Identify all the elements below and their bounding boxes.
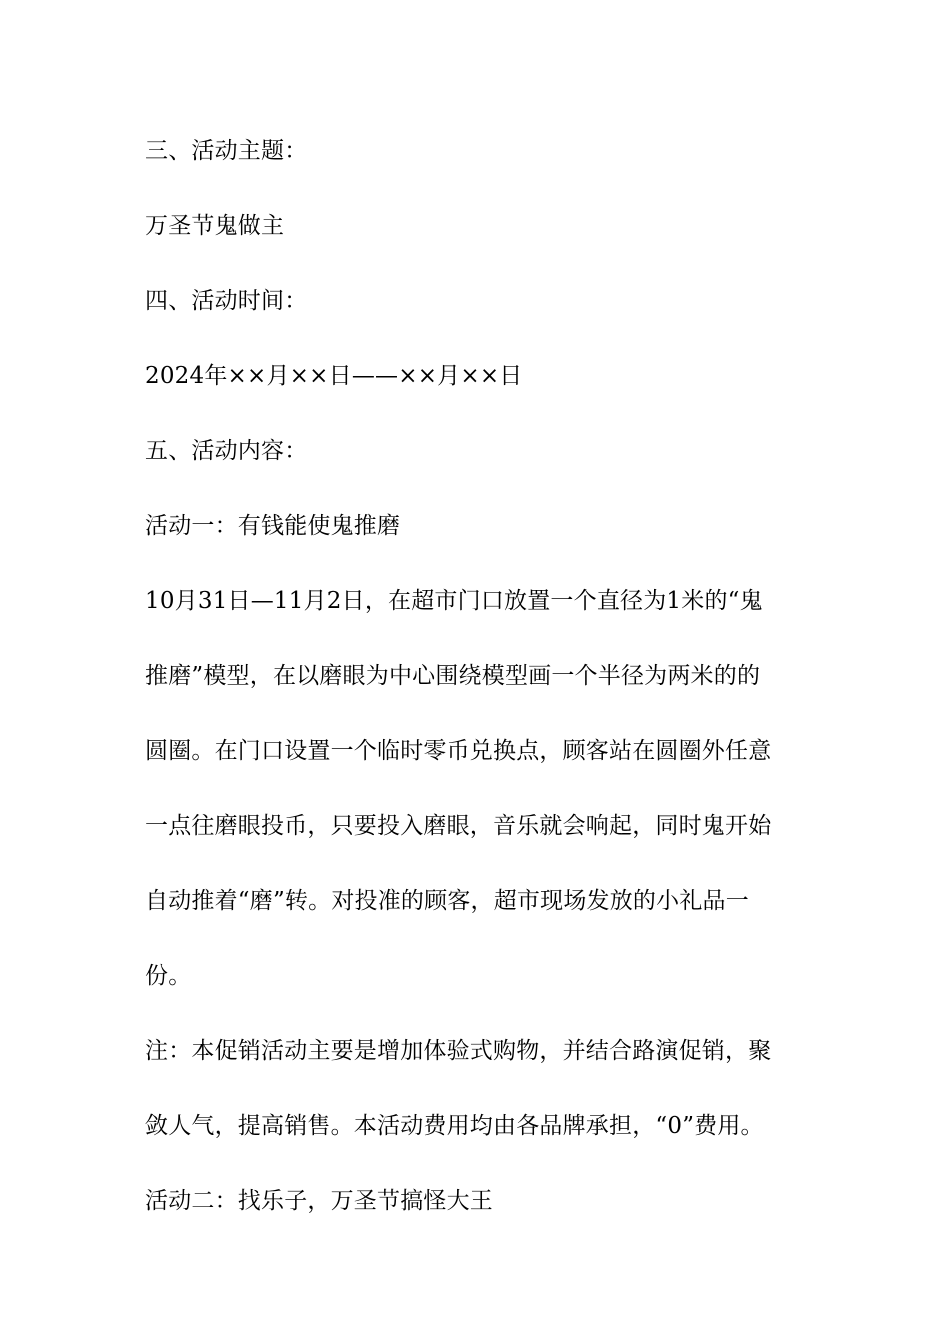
paragraph-line: 10月31日—11月2日，在超市门口放置一个直径为1米的“鬼 [145, 588, 763, 614]
note-line: 注：本促销活动主要是增加体验式购物，并结合路演促销，聚 [145, 1038, 772, 1064]
section-heading-content: 五、活动内容： [145, 438, 308, 464]
section-heading-theme: 三、活动主题： [145, 138, 308, 164]
activity-two-title: 活动二：找乐子，万圣节搞怪大王 [145, 1188, 493, 1214]
paragraph-line: 自动推着“磨”转。对投准的顾客，超市现场发放的小礼品一 [145, 888, 749, 914]
section-heading-time: 四、活动时间： [145, 288, 308, 314]
paragraph-line: 圆圈。在门口设置一个临时零币兑换点，顾客站在圆圈外任意 [145, 738, 772, 764]
paragraph-line: 一点往磨眼投币，只要投入磨眼，音乐就会响起，同时鬼开始 [145, 813, 772, 839]
activity-one-title: 活动一：有钱能使鬼推磨 [145, 513, 401, 539]
paragraph-line: 推磨”模型，在以磨眼为中心围绕模型画一个半径为两米的的 [145, 663, 761, 689]
paragraph-line: 份。 [145, 963, 192, 989]
theme-text: 万圣节鬼做主 [145, 213, 285, 239]
note-line: 敛人气，提高销售。本活动费用均由各品牌承担，“0”费用。 [145, 1113, 764, 1139]
time-text: 2024年××月××日——××月××日 [145, 363, 523, 389]
